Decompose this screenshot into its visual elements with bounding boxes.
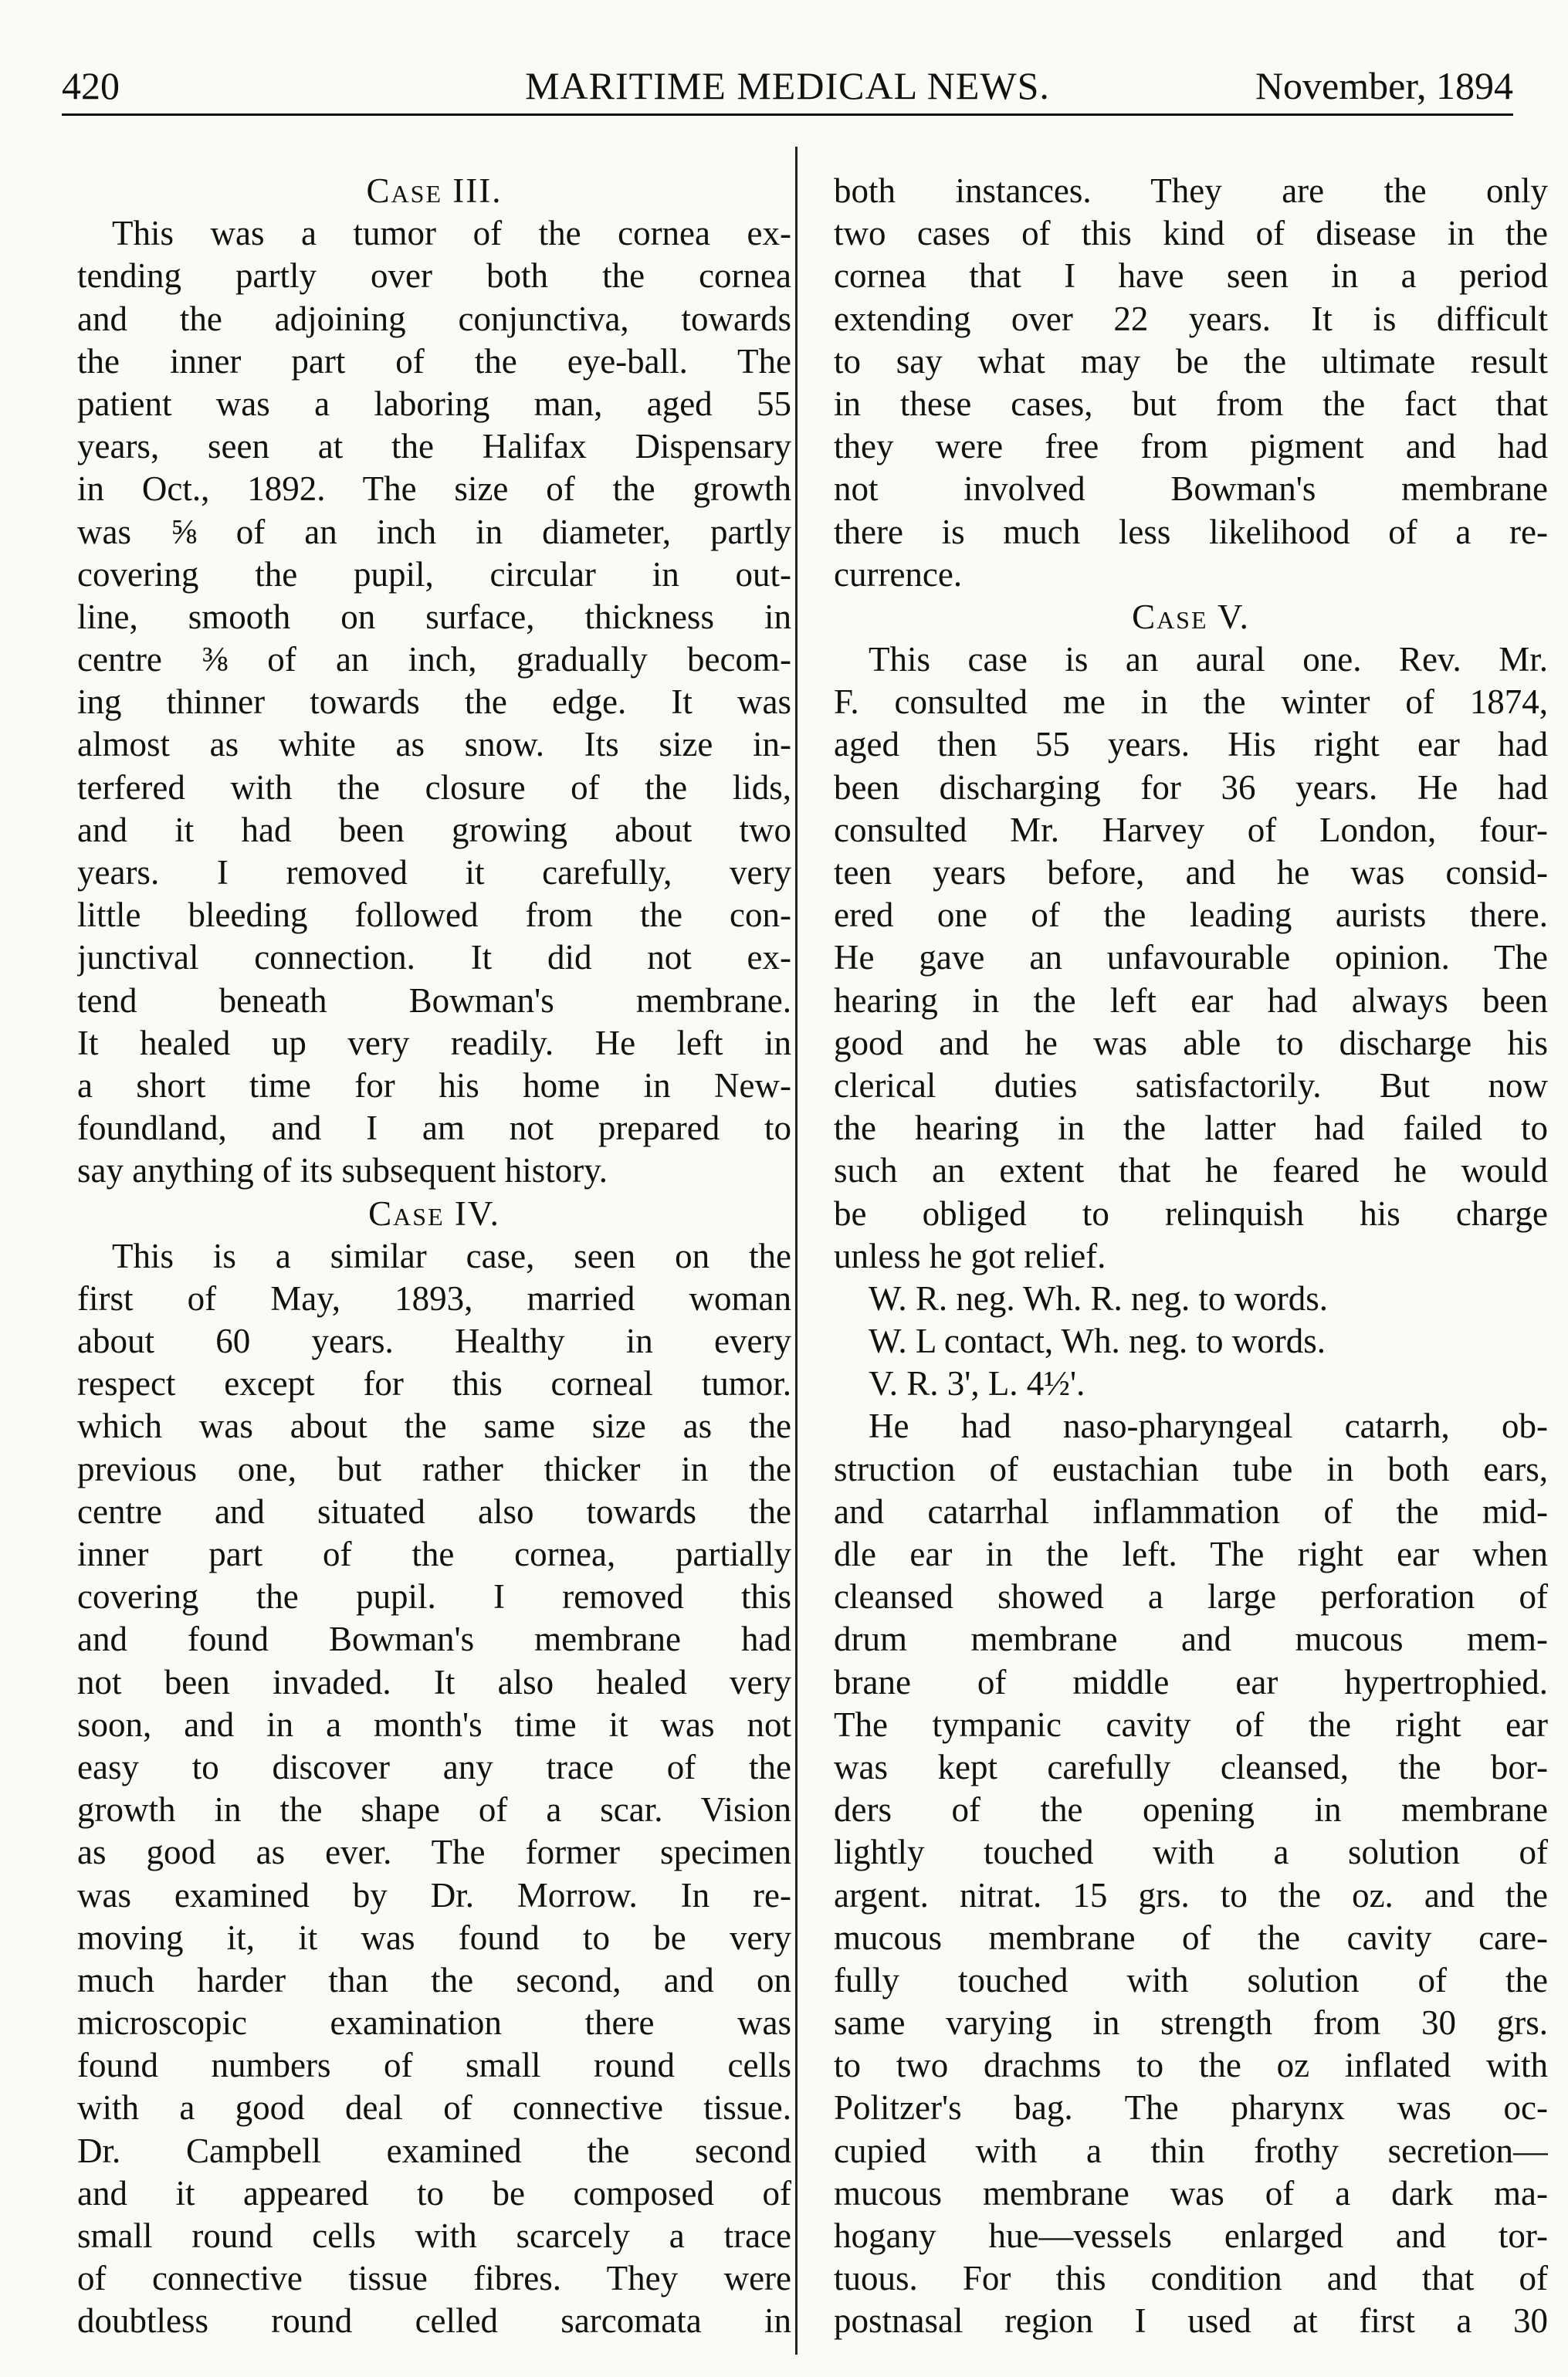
text-line: a short time for his home in New- (77, 1065, 791, 1105)
text-line: W. R. neg. Wh. R. neg. to words. (869, 1278, 1328, 1318)
text-line: there is much less likelihood of a re- (834, 512, 1548, 551)
issue-date: November, 1894 (1255, 64, 1513, 107)
text-line: little bleeding followed from the con- (77, 896, 791, 935)
left-column (77, 170, 791, 2343)
text-line: doubtless round celled sarcomata in (77, 2301, 791, 2341)
journal-title: MARITIME MEDICAL NEWS. (525, 64, 1050, 107)
text-line: not involved Bowman's membrane (834, 469, 1548, 509)
text-line: respect except for this corneal tumor. (77, 1364, 791, 1404)
text-line: two cases of this kind of disease in the (834, 214, 1548, 253)
case-heading: Case III. (366, 171, 503, 210)
text-line: about 60 years. Healthy in every (77, 1322, 791, 1361)
text-line: ered one of the leading aurists there. (834, 896, 1548, 935)
text-line: teen years before, and he was consid- (834, 853, 1548, 892)
text-line: mucous membrane of the cavity care- (834, 1918, 1548, 1957)
text-line: say anything of its subsequent history. (77, 1151, 608, 1190)
text-line: was kept carefully cleansed, the bor- (834, 1747, 1548, 1786)
text-line: found numbers of small round cells (77, 2046, 791, 2085)
text-line: He had naso-pharyngeal catarrh, ob- (869, 1407, 1548, 1446)
text-line: was ⅝ of an inch in diameter, partly (77, 512, 791, 551)
text-line: with a good deal of connective tissue. (77, 2088, 791, 2128)
text-line: which was about the same size as the (77, 1407, 791, 1446)
text-line: line, smooth on surface, thickness in (77, 597, 791, 636)
text-line: moving it, it was found to be very (77, 1918, 791, 1957)
text-line: aged then 55 years. His right ear had (834, 725, 1548, 764)
text-line: easy to discover any trace of the (77, 1747, 791, 1786)
text-line: terfered with the closure of the lids, (77, 767, 791, 807)
text-line: tuous. For this condition and that of (834, 2259, 1548, 2298)
text-line: centre and situated also towards the (77, 1492, 791, 1531)
text-line: cleansed showed a large perforation of (834, 1577, 1548, 1617)
text-line: clerical duties satisfactorily. But now (834, 1065, 1548, 1105)
text-line: foundland, and I am not prepared to (77, 1109, 791, 1148)
text-line: and the adjoining conjunctiva, towards (77, 299, 791, 338)
text-line: first of May, 1893, married woman (77, 1278, 791, 1318)
case-heading: Case V. (1132, 597, 1250, 636)
text-line: hogany hue—vessels enlarged and tor- (834, 2216, 1548, 2255)
text-line: patient was a laboring man, aged 55 (77, 384, 791, 423)
text-line: and it appeared to be composed of (77, 2173, 791, 2213)
text-line: ing thinner towards the edge. It was (77, 682, 791, 722)
text-line: years. I removed it carefully, very (77, 853, 791, 892)
text-line: drum membrane and mucous mem- (834, 1620, 1548, 1659)
text-line: This case is an aural one. Rev. Mr. (869, 640, 1548, 679)
case-heading: Case IV. (368, 1194, 500, 1233)
text-line: He gave an unfavourable opinion. The (834, 938, 1548, 977)
text-line: was examined by Dr. Morrow. In re- (77, 1875, 791, 1915)
text-line: Politzer's bag. The pharynx was oc- (834, 2088, 1548, 2128)
text-line: not been invaded. It also healed very (77, 1662, 791, 1701)
text-line: good and he was able to discharge his (834, 1023, 1548, 1062)
text-line: the hearing in the latter had failed to (834, 1109, 1548, 1148)
text-line: been discharging for 36 years. He had (834, 767, 1548, 807)
text-line: as good as ever. The former specimen (77, 1833, 791, 1872)
text-line: lightly touched with a solution of (834, 1833, 1548, 1872)
text-line: postnasal region I used at first a 30 (834, 2301, 1548, 2341)
text-line: to say what may be the ultimate result (834, 341, 1548, 381)
text-line: The tympanic cavity of the right ear (834, 1705, 1548, 1744)
text-line: cupied with a thin frothy secretion— (834, 2131, 1548, 2170)
text-line: and catarrhal inflammation of the mid- (834, 1492, 1548, 1531)
text-line: unless he got relief. (834, 1236, 1106, 1275)
text-line: Dr. Campbell examined the second (77, 2131, 791, 2170)
text-line: tending partly over both the cornea (77, 256, 791, 296)
text-line: dle ear in the left. The right ear when (834, 1535, 1548, 1573)
text-line: and found Bowman's membrane had (77, 1620, 791, 1659)
text-line: This is a similar case, seen on the (112, 1236, 791, 1275)
text-line: to two drachms to the oz inflated with (834, 2046, 1548, 2085)
text-line: be obliged to relinquish his charge (834, 1194, 1548, 1233)
text-line: brane of middle ear hypertrophied. (834, 1662, 1548, 1701)
text-line: junctival connection. It did not ex- (77, 938, 791, 977)
text-line: in these cases, but from the fact that (834, 384, 1548, 423)
text-line: small round cells with scarcely a trace (77, 2216, 791, 2255)
text-line: W. L contact, Wh. neg. to words. (869, 1322, 1326, 1361)
text-line: in Oct., 1892. The size of the growth (77, 469, 791, 509)
text-line: argent. nitrat. 15 grs. to the oz. and the (834, 1875, 1548, 1915)
text-line: the inner part of the eye-ball. The (77, 341, 791, 381)
text-line: both instances. They are the only (834, 171, 1548, 210)
text-line: F. consulted me in the winter of 1874, (834, 682, 1548, 722)
text-line: This was a tumor of the cornea ex- (112, 214, 791, 253)
text-line: covering the pupil, circular in out- (77, 554, 791, 594)
text-line: inner part of the cornea, partially (77, 1535, 791, 1573)
text-line: such an extent that he feared he would (834, 1151, 1548, 1190)
text-line: fully touched with solution of the (834, 1960, 1548, 1999)
text-line: and it had been growing about two (77, 810, 791, 849)
text-line: they were free from pigment and had (834, 427, 1548, 466)
text-line: same varying in strength from 30 grs. (834, 2003, 1548, 2043)
right-column (834, 170, 1548, 2343)
page-header (62, 46, 1513, 116)
text-line: covering the pupil. I removed this (77, 1577, 791, 1617)
text-line: extending over 22 years. It is difficult (834, 299, 1548, 338)
text-line: hearing in the left ear had always been (834, 980, 1548, 1020)
text-line: much harder than the second, and on (77, 1960, 791, 1999)
text-line: centre ⅜ of an inch, gradually becom- (77, 640, 791, 679)
text-line: microscopic examination there was (77, 2003, 791, 2043)
text-line: tend beneath Bowman's membrane. (77, 980, 791, 1020)
text-line: It healed up very readily. He left in (77, 1023, 791, 1062)
text-line: ders of the opening in membrane (834, 1790, 1548, 1830)
text-line: years, seen at the Halifax Dispensary (77, 427, 791, 466)
text-line: currence. (834, 554, 963, 594)
page-number: 420 (62, 64, 120, 107)
text-line: almost as white as snow. Its size in- (77, 725, 791, 764)
text-line: cornea that I have seen in a period (834, 256, 1548, 296)
text-line: mucous membrane was of a dark ma- (834, 2173, 1548, 2213)
text-line: consulted Mr. Harvey of London, four- (834, 810, 1548, 849)
text-line: soon, and in a month's time it was not (77, 1705, 791, 1744)
text-line: struction of eustachian tube in both ears, (834, 1449, 1548, 1488)
text-line: of connective tissue fibres. They were (77, 2259, 791, 2298)
text-line: growth in the shape of a scar. Vision (77, 1790, 791, 1830)
column-divider (795, 147, 798, 2355)
text-line: previous one, but rather thicker in the (77, 1449, 791, 1488)
text-line: V. R. 3', L. 4½'. (869, 1364, 1085, 1404)
